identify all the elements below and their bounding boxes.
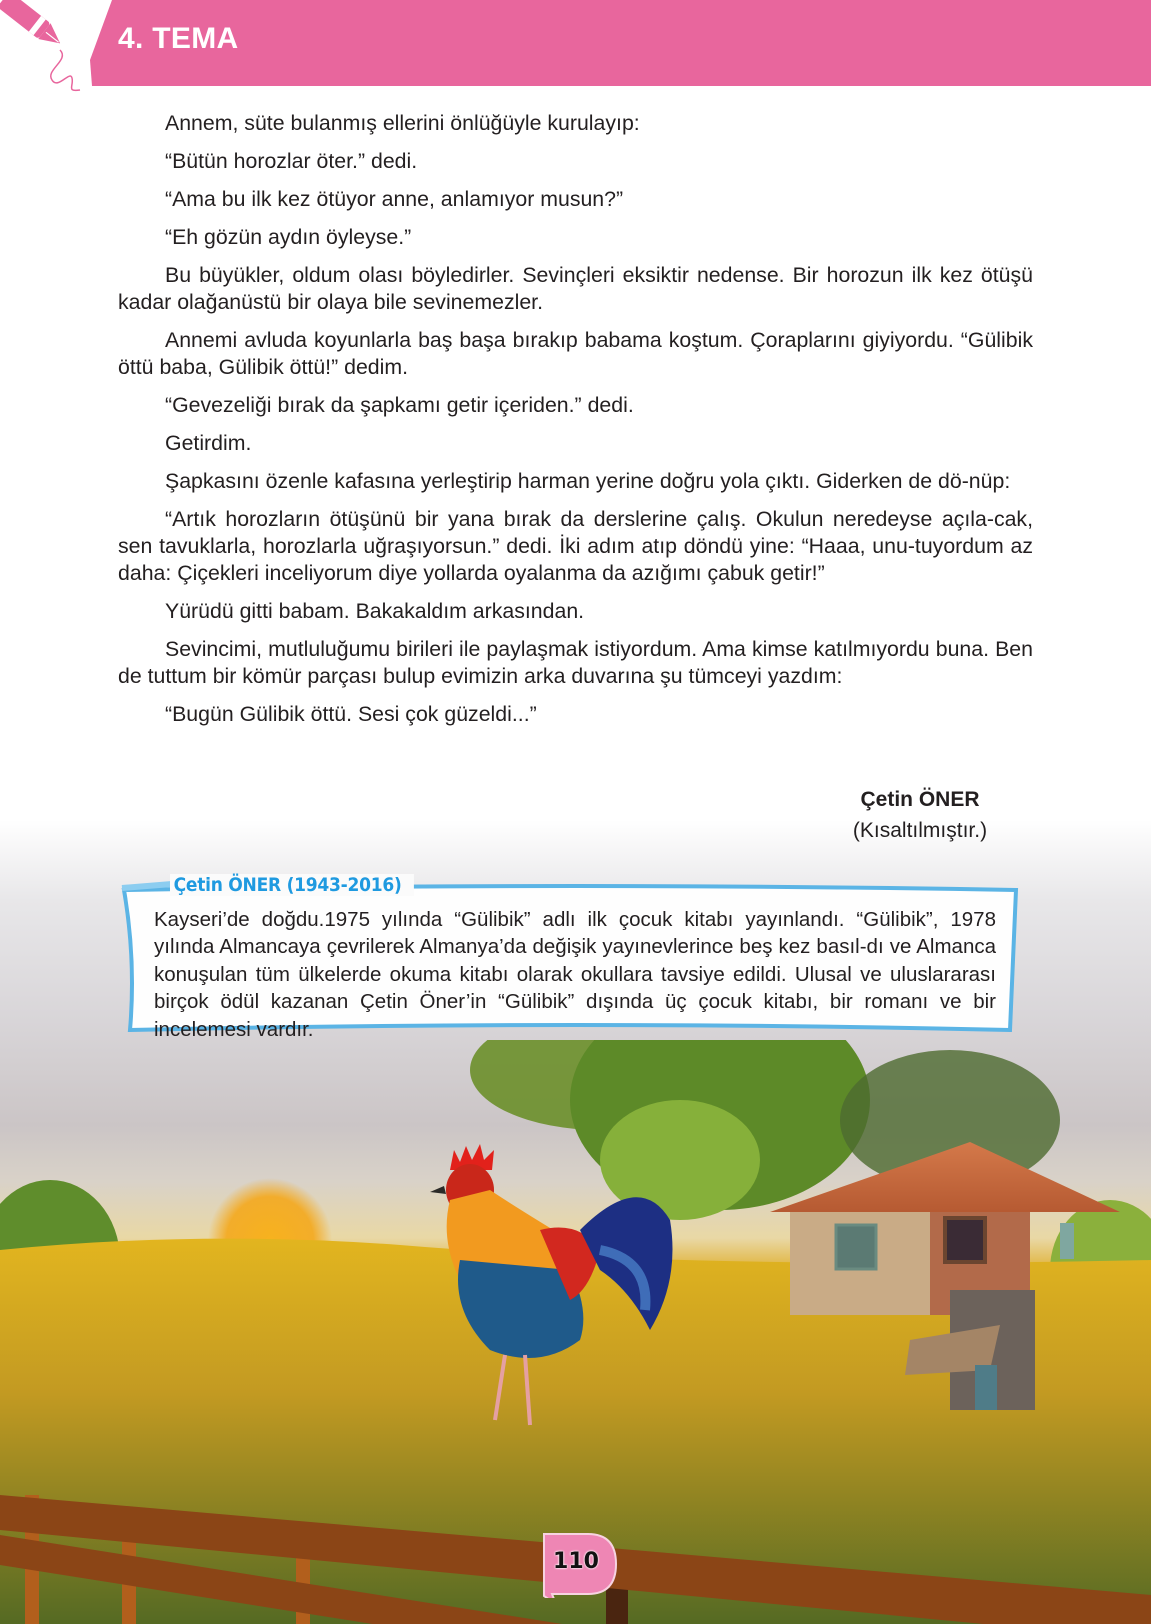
story-paragraph: “Artık horozların ötüşünü bir yana bırak da derslerine çalış. Okulun neredeyse açıla-cak, sen tavuklarla, horozlarla uğraşıyorsun.” dedi. İki adım atıp döndü yine: “Haaa, unu-tuyordum az daha: Çiçekleri inceliyorum diye yollarda oyalanma da azığımı çabuk getir!” [118,507,1033,585]
bio-text: Kayseri’de doğdu.1975 yılında “Gülibik” adlı ilk çocuk kitabı yayınlandı. “Gülibik”, 1978 yılında Almancaya çevrilerek Almanya’da değişik yayınevlerince beş kez basıl-dı ve Almanca konuşulan tüm ülkelerde okuma kitabı olarak okullara tavsiye edildi. Ulusal ve uluslararası birçok ödül kazanan Çetin Öner’in “Gülibik” dışında üç çocuk kitabı, bir romanı ve bir incelemesi vardır. [154,908,996,1041]
abridged-note: (Kısaltılmıştır.) [852,819,988,842]
story-paragraph: “Ama bu ilk kez ötüyor anne, anlamıyor musun?” [165,187,624,211]
story-paragraph: Yürüdü gitti babam. Bakakaldım arkasından. [165,599,585,623]
story-paragraph: Sevincimi, mutluluğumu birileri ile paylaşmak istiyordum. Ama kimse katılmıyordu buna. Ben de tuttum bir kömür parçası bulup evimizin arka duvarına şu tümceyi yazdım: [118,637,1033,688]
story-paragraph: Annem, süte bulanmış ellerini önlüğüyle kurulayıp: [165,111,640,135]
bio-title: Çetin ÖNER (1943-2016) [170,874,414,896]
story-text [118,110,1033,740]
story-paragraph: “Bugün Gülibik öttü. Sesi çok güzeldi...” [165,702,537,726]
author-name: Çetin ÖNER [860,788,980,811]
page-title: 4. TEMA [118,22,239,55]
story-paragraph: “Gevezeliği bırak da şapkamı getir içeriden.” dedi. [165,393,634,417]
story-paragraph: “Bütün horozlar öter.” dedi. [165,149,418,173]
story-paragraph: Bu büyükler, oldum olası böyledirler. Sevinçleri eksiktir nedense. Bir horozun ilk kez ötüşü kadar olağanüstü bir olaya bile sevinemezler. [118,263,1033,314]
story-paragraph: “Eh gözün aydın öyleyse.” [165,225,412,249]
header-band [90,0,1151,86]
story-paragraph: Şapkasını özenle kafasına yerleştirip harman yerine doğru yola çıktı. Giderken de dö-nüp: [165,469,1011,493]
story-paragraph: Annemi avluda koyunlarla baş başa bırakıp babama koştum. Çoraplarını giyiyordu. “Gülibik öttü baba, Gülibik öttü!” dedim. [118,328,1033,379]
page-number: 110 [553,1549,599,1574]
story-paragraph: Getirdim. [165,431,252,455]
